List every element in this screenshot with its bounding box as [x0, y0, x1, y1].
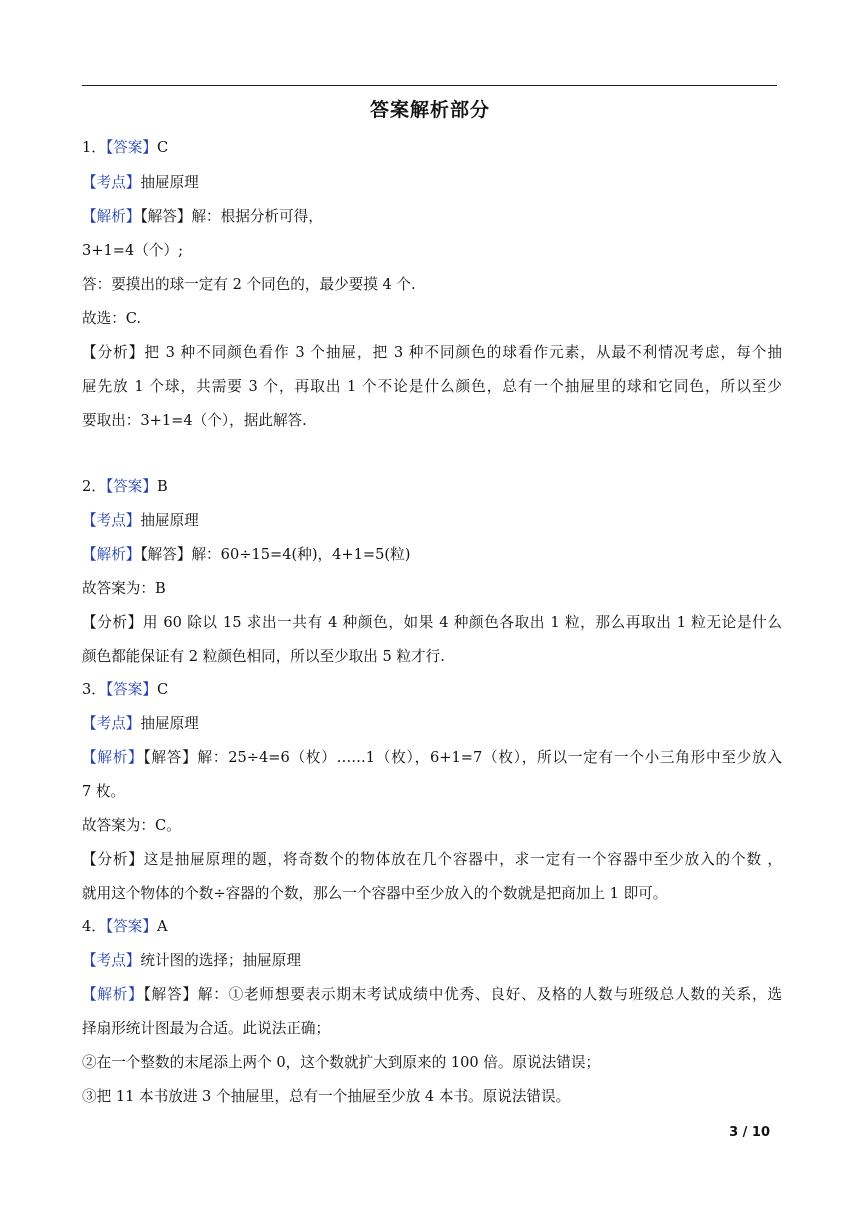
text-line — [82, 477, 782, 497]
text-line: 【分析】把 3 种不同颜色看作 3 个抽屉，把 3 种不同颜色的球看作元素，从最不利情况考虑，每个抽 — [82, 344, 782, 361]
kaodian-label: 【考点】 — [82, 715, 141, 732]
line-text: 【解答】解：①老师想要表示期末考试成绩中优秀、良好、及格的人数与班级总人数的关系，选 — [143, 986, 782, 1003]
text-line — [82, 207, 782, 227]
answer-label: 【答案】 — [105, 681, 157, 698]
text-line: 故答案为：C。 — [82, 817, 181, 834]
line-text: 【解答】解：25÷4=6（枚）……1（枚），6+1=7（枚），所以一定有一个小三角形中至少放入 — [143, 749, 782, 766]
text-line — [82, 173, 782, 193]
line-text: 统计图的选择；抽屉原理 — [140, 952, 301, 969]
text-line: 要取出：3+1=4（个），据此解答. — [82, 412, 307, 429]
question-number: 4． — [82, 918, 106, 935]
text-line: 【分析】这是抽屉原理的题，将奇数个的物体放在几个容器中，求一定有一个容器中至少放入的个数 ， — [82, 851, 782, 868]
line-text: 抽屉原理 — [140, 512, 199, 529]
line-text: 抽屉原理 — [140, 174, 199, 191]
text-line: 7 枚。 — [82, 783, 126, 800]
text-line: 3+1=4（个）; — [82, 242, 184, 259]
line-text: 抽屉原理 — [140, 715, 199, 732]
kaodian-label: 【考点】 — [82, 512, 141, 529]
text-line: ②在一个整数的末尾添上两个 0，这个数就扩大到原来的 100 倍。原说法错误； — [82, 1054, 601, 1071]
answer-value: A — [156, 918, 168, 935]
text-line — [82, 545, 782, 565]
kaodian-label: 【考点】 — [82, 174, 141, 191]
kaodian-label: 【考点】 — [82, 952, 141, 969]
answer-label: 【答案】 — [105, 918, 157, 935]
page-number: 3 / 10 — [729, 1125, 770, 1140]
jiexi-label: 【解析】 — [82, 986, 144, 1003]
jiexi-label: 【解析】 — [82, 546, 141, 563]
jiexi-label: 【解析】 — [82, 749, 144, 766]
answer-value: B — [156, 478, 168, 495]
text-line — [82, 985, 782, 1005]
answer-value: C — [156, 681, 169, 698]
text-line: 故答案为：B — [82, 580, 166, 597]
text-line: 就用这个物体的个数÷容器的个数，那么一个容器中至少放入的个数就是把商加上 1 即可。 — [82, 885, 668, 902]
text-line — [82, 748, 782, 768]
text-line — [82, 714, 782, 734]
question-number: 3． — [82, 681, 106, 698]
jiexi-label: 【解析】 — [82, 208, 141, 225]
header-rule — [82, 85, 777, 86]
answer-label: 【答案】 — [105, 139, 157, 156]
question-number: 1． — [82, 139, 106, 156]
line-text: 【解答】解：根据分析可得， — [140, 208, 323, 225]
text-line: 屉先放 1 个球，共需要 3 个，再取出 1 个不论是什么颜色，总有一个抽屉里的球和它同色，所以至少 — [82, 378, 782, 395]
question-number: 2． — [82, 478, 106, 495]
text-line: 答：要摸出的球一定有 2 个同色的，最少要摸 4 个. — [82, 276, 416, 293]
text-line — [82, 917, 782, 937]
text-line: 故选：C. — [82, 310, 142, 327]
text-line: 择扇形统计图最为合适。此说法正确； — [82, 1020, 331, 1037]
text-line — [82, 951, 782, 971]
line-text: 【解答】解：60÷15=4(种)，4+1=5(粒) — [140, 546, 411, 563]
answer-label: 【答案】 — [105, 478, 157, 495]
text-line — [82, 511, 782, 531]
text-line: 【分析】用 60 除以 15 求出一共有 4 种颜色，如果 4 种颜色各取出 1 粒，那么再取出 1 粒无论是什么 — [82, 614, 782, 631]
page-title: 答案解析部分 — [369, 99, 490, 121]
answer-value: C — [156, 139, 169, 156]
text-line — [82, 138, 782, 158]
text-line: 颜色都能保证有 2 粒颜色相同，所以至少取出 5 粒才行. — [82, 648, 445, 665]
text-line: ③把 11 本书放进 3 个抽屉里，总有一个抽屉至少放 4 本书。原说法错误。 — [82, 1088, 571, 1105]
text-line — [82, 680, 782, 700]
